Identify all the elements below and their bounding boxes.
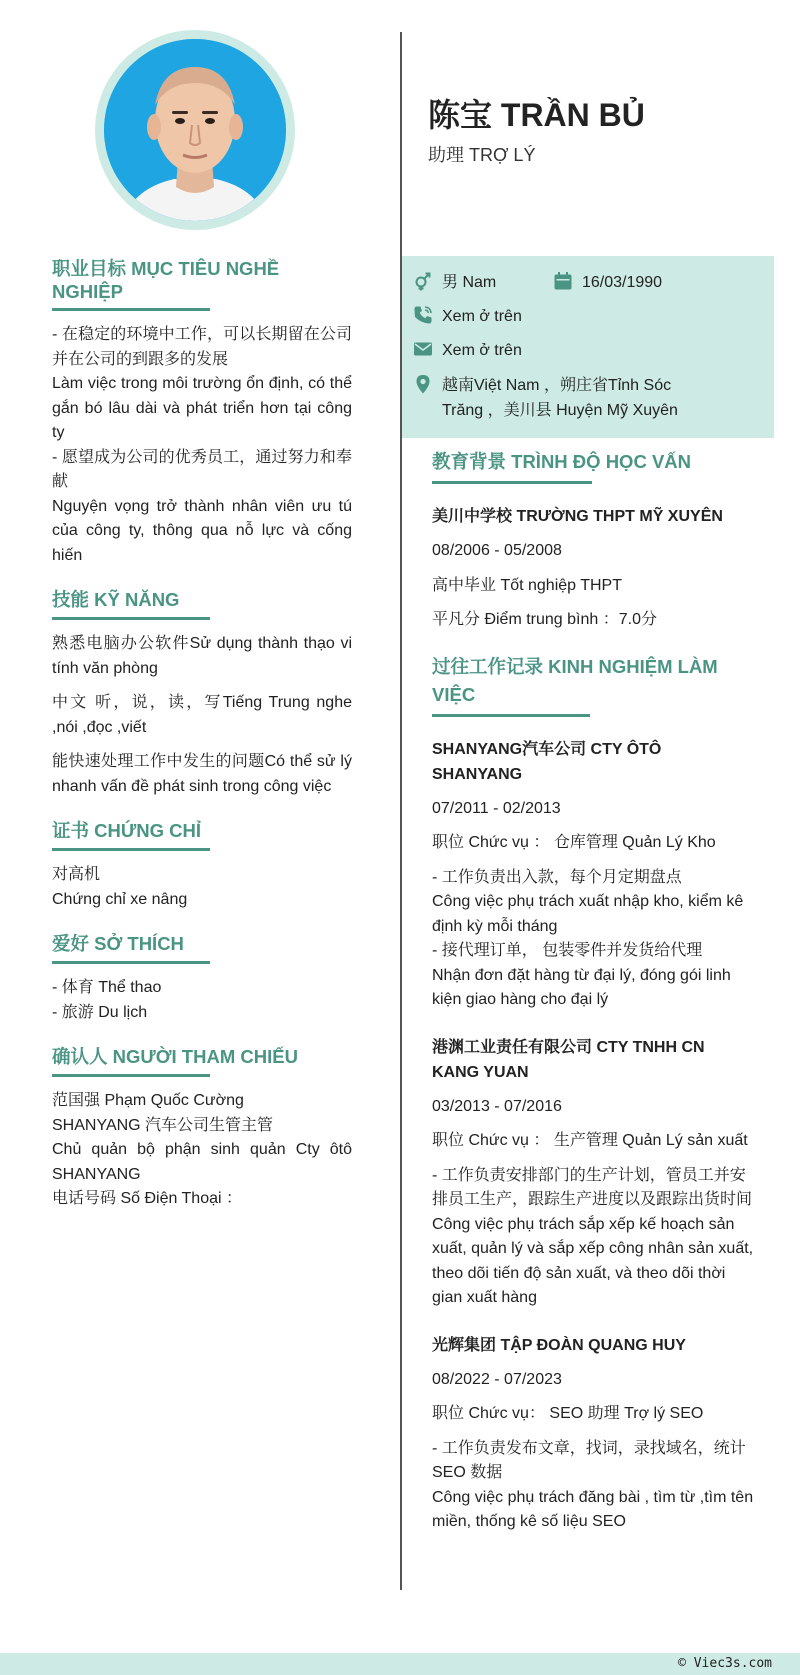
job-company: SHANYANG汽车公司 CTY ÔTÔ SHANYANG xyxy=(432,740,662,783)
hobbies-underline xyxy=(52,961,210,964)
candidate-name: 陈宝 TRẦN BỦ xyxy=(428,97,645,133)
objective-line: Làm việc trong môi trường ổn định, có thể gắn bó lâu dài và phát triển hơn tại công ty xyxy=(52,375,352,441)
experience-title: 过往工作记录 KINH NGHIỆM LÀM VIỆC xyxy=(432,655,718,705)
experience-section xyxy=(432,653,754,1535)
job-desc-line: - 工作负责发布文章，找词，录找域名，统计SEO 数据 xyxy=(432,1439,746,1481)
job-desc-line: Công việc phụ trách xuất nhập kho, kiểm kê định kỳ mỗi tháng xyxy=(432,893,744,935)
avatar xyxy=(104,39,286,221)
reference-line: Chủ quản bộ phận sinh quản Cty ôtô SHANYANG xyxy=(52,1141,352,1183)
skills-section xyxy=(52,586,352,799)
objective-line: - 愿望成为公司的优秀员工，通过努力和奉献 xyxy=(52,448,352,490)
certificates-title: 证书 CHỨNG CHỈ xyxy=(52,820,201,841)
reference-line: 范国强 Phạm Quốc Cường xyxy=(52,1092,244,1109)
job-period: 03/2013 - 07/2016 xyxy=(432,1097,562,1115)
job-description xyxy=(432,866,754,1013)
skill-item: 能快速处理工作中发生的问题Có thể sử lý nhanh vấn đề phát sinh trong công việc xyxy=(52,753,352,795)
job-entry xyxy=(432,737,754,1013)
job-desc-line: Công việc phụ trách đăng bài , tìm từ ,tìm tên miền, thống kê số liệu SEO xyxy=(432,1488,754,1530)
skill-item: 中文 听，说，读，写Tiếng Trung nghe ,nói ,đọc ,viết xyxy=(52,694,352,736)
references-body xyxy=(52,1089,352,1212)
hobbies-section xyxy=(52,930,352,1025)
objective-line: - 在稳定的环境中工作，可以长期留在公司并在公司的到跟多的发展 xyxy=(52,326,352,368)
education-gpa: 平凡分 Điểm trung bình ：7.0分 xyxy=(432,611,657,628)
job-company: 光辉集团 TẬP ĐOÀN QUANG HUY xyxy=(432,1336,686,1354)
calendar-icon xyxy=(553,271,573,291)
education-underline xyxy=(432,481,592,484)
skills-body xyxy=(52,632,352,799)
education-period: 08/2006 - 05/2008 xyxy=(432,542,562,559)
candidate-role: 助理 TRỢ LÝ xyxy=(428,145,536,165)
certificate-line: 对高机 xyxy=(52,866,101,883)
job-position: 职位 Chức vụ ： 仓库管理 Quản Lý Kho xyxy=(432,834,716,851)
hobbies-title: 爱好 SỞ THÍCH xyxy=(52,933,184,954)
hobby-line: - 体育 Thể thao xyxy=(52,979,162,996)
education-school: 美川中学校 TRƯỜNG THPT MỸ XUYÊN xyxy=(432,508,723,525)
experience-underline xyxy=(432,714,590,717)
skill-item: 熟悉电脑办公软件Sử dụng thành thạo vi tính văn phòng xyxy=(52,635,352,677)
job-desc-line: - 接代理订单， 包装零件并发货给代理 xyxy=(432,942,703,959)
objective-title: 职业目标 MỤC TIÊU NGHỀ NGHIỆP xyxy=(52,258,280,302)
certificate-line: Chứng chỉ xe nâng xyxy=(52,890,188,908)
job-company: 港渊工业责任有限公司 CTY TNHH CN KANG YUAN xyxy=(432,1038,705,1081)
footer-credit[interactable]: © Viec3s.com xyxy=(678,1656,772,1671)
certificates-section xyxy=(52,817,352,912)
location-icon xyxy=(413,374,433,394)
skills-underline xyxy=(52,617,210,620)
gender-value: 男 Nam xyxy=(442,274,497,291)
references-title: 确认人 NGƯỜI THAM CHIẾU xyxy=(52,1046,298,1067)
birthdate-value: 16/03/1990 xyxy=(582,274,663,291)
objective-underline xyxy=(52,308,210,311)
hobbies-body xyxy=(52,976,352,1025)
address-value: 越南Việt Nam ，朔庄省Tỉnh Sóc Trăng ，美川县 Huyện Mỹ Xuyên xyxy=(442,377,678,419)
phone-icon xyxy=(413,305,433,325)
right-column xyxy=(432,448,754,1557)
skills-title: 技能 KỸ NĂNG xyxy=(52,589,180,610)
hobby-line: - 旅游 Du lịch xyxy=(52,1003,148,1021)
avatar-portrait xyxy=(104,39,286,221)
job-position: 职位 Chức vụ： SEO 助理 Trợ lý SEO xyxy=(432,1405,704,1422)
job-position: 职位 Chức vụ ： 生产管理 Quản Lý sản xuất xyxy=(432,1132,748,1149)
references-section xyxy=(52,1043,352,1212)
job-period: 08/2022 - 07/2023 xyxy=(432,1370,562,1388)
education-section xyxy=(432,448,754,633)
job-desc-line: Nhận đơn đặt hàng từ đại lý, đóng gói linh kiện giao hàng cho đại lý xyxy=(432,966,731,1008)
objective-section xyxy=(52,255,352,568)
objective-body xyxy=(52,323,352,568)
education-degree: 高中毕业 Tốt nghiệp THPT xyxy=(432,576,622,594)
email-icon xyxy=(413,339,433,359)
job-period: 07/2011 - 02/2013 xyxy=(432,799,561,817)
job-entry xyxy=(432,1035,754,1311)
job-description xyxy=(432,1437,754,1535)
contact-box xyxy=(402,256,774,438)
certificates-underline xyxy=(52,848,210,851)
job-desc-line: - 工作负责安排部门的生产计划，管员工并安排员工生产，跟踪生产进度以及跟踪出货时间 xyxy=(432,1166,753,1208)
education-title: 教育背景 TRÌNH ĐỘ HỌC VẤN xyxy=(432,451,692,472)
reference-line: SHANYANG 汽车公司生管主管 xyxy=(52,1116,274,1134)
email-value: Xem ở trên xyxy=(442,342,522,359)
references-underline xyxy=(52,1074,210,1077)
job-desc-line: - 工作负责出入款，每个月定期盘点 xyxy=(432,868,682,886)
job-desc-line: Công việc phụ trách sắp xếp kế hoạch sản xuất, quản lý và sắp xếp công nhân sản xuất, theo dõi tiến độ sản xuất, và theo dõi thời gian xuất hàng xyxy=(432,1215,754,1306)
gender-icon xyxy=(413,271,433,291)
objective-line: Nguyện vọng trở thành nhân viên ưu tú của công ty, thông qua nỗ lực và cống hiến xyxy=(52,497,352,564)
job-description xyxy=(432,1164,754,1311)
certificates-body xyxy=(52,863,352,912)
footer-bar xyxy=(0,1653,800,1675)
job-entry xyxy=(432,1333,754,1535)
left-column xyxy=(52,255,352,1230)
reference-line: 电话号码 Số Điện Thoại ： xyxy=(52,1190,242,1207)
phone-value: Xem ở trên xyxy=(442,308,522,325)
